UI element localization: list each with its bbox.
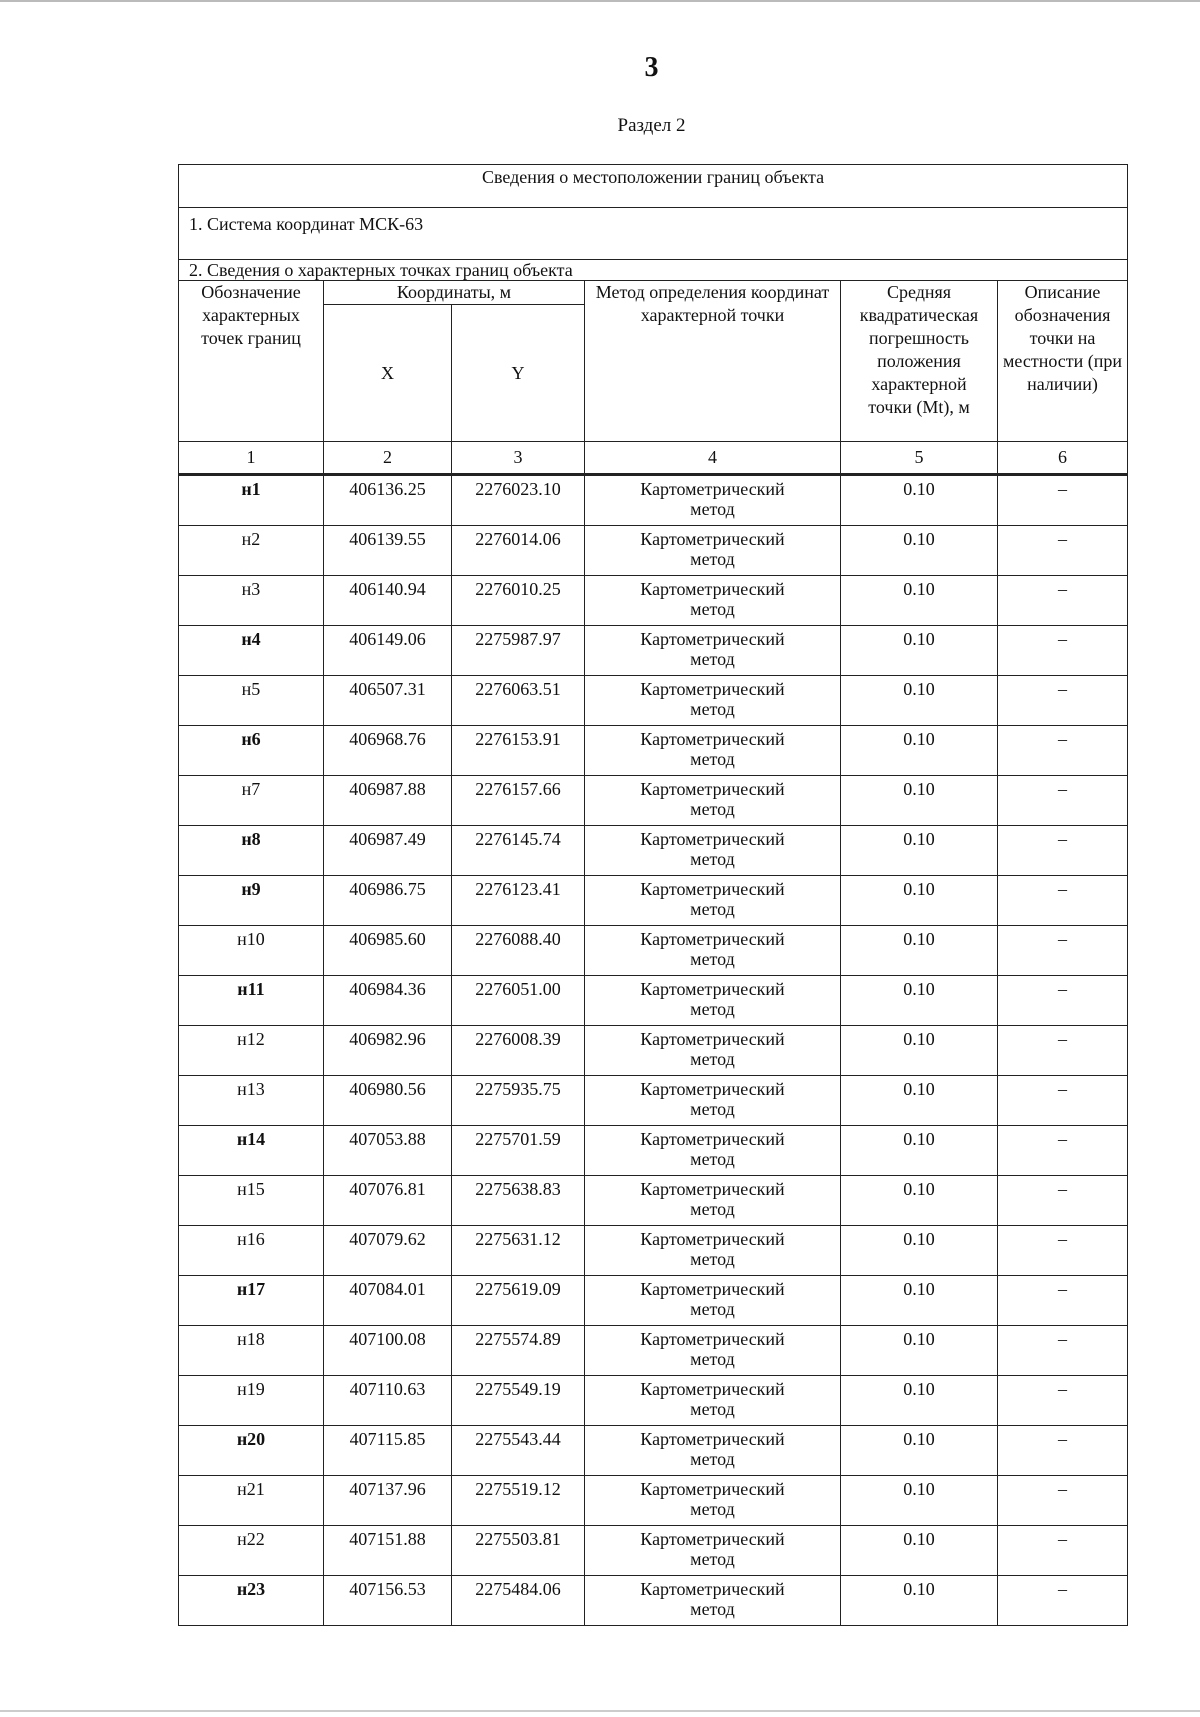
method <box>585 926 841 976</box>
coordinate-y: 2276051.00 <box>452 976 585 1026</box>
method <box>585 1176 841 1226</box>
coordinate-x: 407100.08 <box>324 1326 452 1376</box>
point-designation: н17 <box>179 1276 324 1326</box>
accuracy: 0.10 <box>841 1176 998 1226</box>
accuracy: 0.10 <box>841 826 998 876</box>
method-name: Картометрический <box>640 679 785 699</box>
method-name: Картометрический <box>640 479 785 499</box>
method-suffix: метод <box>690 1549 735 1569</box>
method-name: Картометрический <box>640 779 785 799</box>
header-description: Описание обозначения точки на местности (при наличии) <box>998 281 1128 442</box>
coordinate-y: 2276145.74 <box>452 826 585 876</box>
header-method: Метод определения координат характерной точки <box>585 281 841 442</box>
point-description: – <box>998 976 1128 1026</box>
coordinate-y: 2275519.12 <box>452 1476 585 1526</box>
coordinate-x: 406987.49 <box>324 826 452 876</box>
column-number: 6 <box>998 442 1128 475</box>
table-row <box>179 526 1128 576</box>
method <box>585 1576 841 1626</box>
method-suffix: метод <box>690 849 735 869</box>
coordinate-x: 406149.06 <box>324 626 452 676</box>
coordinate-x: 406986.75 <box>324 876 452 926</box>
method <box>585 1326 841 1376</box>
method-suffix: метод <box>690 599 735 619</box>
accuracy: 0.10 <box>841 726 998 776</box>
point-description: – <box>998 676 1128 726</box>
point-description: – <box>998 1176 1128 1226</box>
point-description: – <box>998 826 1128 876</box>
method-name: Картометрический <box>640 1579 785 1599</box>
point-designation: н10 <box>179 926 324 976</box>
page-number: 3 <box>644 52 659 83</box>
coordinate-system: 1. Система координат МСК-63 <box>179 208 1128 260</box>
method-suffix: метод <box>690 1499 735 1519</box>
point-designation: н21 <box>179 1476 324 1526</box>
header-accuracy <box>841 281 998 442</box>
point-designation: н19 <box>179 1376 324 1426</box>
point-description: – <box>998 576 1128 626</box>
table-row <box>179 1076 1128 1126</box>
accuracy: 0.10 <box>841 1576 998 1626</box>
method <box>585 526 841 576</box>
coordinate-y: 2275638.83 <box>452 1176 585 1226</box>
method-suffix: метод <box>690 549 735 569</box>
point-description: – <box>998 1126 1128 1176</box>
table-row <box>179 1126 1128 1176</box>
point-description: – <box>998 926 1128 976</box>
table-row <box>179 676 1128 726</box>
method-suffix: метод <box>690 1049 735 1069</box>
table-row <box>179 826 1128 876</box>
table-row <box>179 976 1128 1026</box>
header-accuracy-text: Средняя квадратическая погрешность положения характерной <box>859 282 979 394</box>
method-suffix: метод <box>690 1199 735 1219</box>
coordinate-y: 2276008.39 <box>452 1026 585 1076</box>
point-designation: н2 <box>179 526 324 576</box>
point-designation: н11 <box>179 976 324 1026</box>
column-number: 1 <box>179 442 324 475</box>
accuracy: 0.10 <box>841 976 998 1026</box>
point-description: – <box>998 1026 1128 1076</box>
accuracy: 0.10 <box>841 926 998 976</box>
point-description: – <box>998 1576 1128 1626</box>
point-description: – <box>998 1326 1128 1376</box>
coordinate-x: 406140.94 <box>324 576 452 626</box>
points-info-heading: 2. Сведения о характерных точках границ объекта <box>179 260 1128 281</box>
coordinate-y: 2276088.40 <box>452 926 585 976</box>
method-suffix: метод <box>690 799 735 819</box>
coordinate-x: 406136.25 <box>324 475 452 526</box>
method-name: Картометрический <box>640 1429 785 1449</box>
coordinate-y: 2276063.51 <box>452 676 585 726</box>
method-suffix: метод <box>690 1249 735 1269</box>
method-suffix: метод <box>690 699 735 719</box>
method-name: Картометрический <box>640 1279 785 1299</box>
accuracy: 0.10 <box>841 475 998 526</box>
boundary-table-container <box>178 164 1127 1626</box>
accuracy: 0.10 <box>841 1526 998 1576</box>
point-designation: н7 <box>179 776 324 826</box>
method-suffix: метод <box>690 1099 735 1119</box>
accuracy: 0.10 <box>841 1026 998 1076</box>
table-row <box>179 1576 1128 1626</box>
method <box>585 1426 841 1476</box>
coordinate-x: 407079.62 <box>324 1226 452 1276</box>
accuracy: 0.10 <box>841 1076 998 1126</box>
point-designation: н8 <box>179 826 324 876</box>
point-description: – <box>998 776 1128 826</box>
header-x: X <box>324 305 452 442</box>
method-name: Картометрический <box>640 629 785 649</box>
accuracy: 0.10 <box>841 1426 998 1476</box>
method-suffix: метод <box>690 1149 735 1169</box>
coordinate-x: 406507.31 <box>324 676 452 726</box>
method-name: Картометрический <box>640 1129 785 1149</box>
coordinate-y: 2275574.89 <box>452 1326 585 1376</box>
coordinate-x: 407137.96 <box>324 1476 452 1526</box>
method-name: Картометрический <box>640 1479 785 1499</box>
method-name: Картометрический <box>640 1529 785 1549</box>
method <box>585 776 841 826</box>
point-description: – <box>998 726 1128 776</box>
method-name: Картометрический <box>640 879 785 899</box>
coordinate-y: 2275503.81 <box>452 1526 585 1576</box>
method-suffix: метод <box>690 1399 735 1419</box>
method <box>585 1076 841 1126</box>
coordinate-x: 406984.36 <box>324 976 452 1026</box>
coordinate-y: 2275987.97 <box>452 626 585 676</box>
table-row <box>179 1426 1128 1476</box>
point-designation: н9 <box>179 876 324 926</box>
coordinate-x: 406980.56 <box>324 1076 452 1126</box>
method-suffix: метод <box>690 999 735 1019</box>
method-suffix: метод <box>690 499 735 519</box>
coordinate-y: 2275484.06 <box>452 1576 585 1626</box>
coordinate-x: 407115.85 <box>324 1426 452 1476</box>
method <box>585 1476 841 1526</box>
boundary-table <box>178 164 1128 1626</box>
coordinate-y: 2276153.91 <box>452 726 585 776</box>
method-suffix: метод <box>690 1599 735 1619</box>
point-designation: н23 <box>179 1576 324 1626</box>
method-name: Картометрический <box>640 979 785 999</box>
method <box>585 1226 841 1276</box>
method-name: Картометрический <box>640 1029 785 1049</box>
table-row <box>179 1226 1128 1276</box>
coordinate-x: 407156.53 <box>324 1576 452 1626</box>
accuracy: 0.10 <box>841 676 998 726</box>
point-designation: н16 <box>179 1226 324 1276</box>
method-name: Картометрический <box>640 1229 785 1249</box>
table-row <box>179 1276 1128 1326</box>
accuracy: 0.10 <box>841 776 998 826</box>
point-designation: н4 <box>179 626 324 676</box>
coordinate-y: 2276010.25 <box>452 576 585 626</box>
accuracy: 0.10 <box>841 1476 998 1526</box>
method <box>585 475 841 526</box>
accuracy: 0.10 <box>841 626 998 676</box>
point-description: – <box>998 1476 1128 1526</box>
coordinate-x: 406985.60 <box>324 926 452 976</box>
method <box>585 1276 841 1326</box>
coordinate-y: 2275701.59 <box>452 1126 585 1176</box>
method-name: Картометрический <box>640 1179 785 1199</box>
accuracy: 0.10 <box>841 1376 998 1426</box>
accuracy: 0.10 <box>841 526 998 576</box>
header-accuracy-unit: точки (Mt), м <box>868 397 970 417</box>
table-row <box>179 726 1128 776</box>
table-row <box>179 626 1128 676</box>
method-suffix: метод <box>690 749 735 769</box>
method <box>585 676 841 726</box>
point-designation: н1 <box>179 475 324 526</box>
coordinate-x: 407151.88 <box>324 1526 452 1576</box>
accuracy: 0.10 <box>841 1126 998 1176</box>
header-coordinates: Координаты, м <box>324 281 585 305</box>
coordinate-y: 2276123.41 <box>452 876 585 926</box>
coordinate-x: 406968.76 <box>324 726 452 776</box>
coordinate-y: 2275935.75 <box>452 1076 585 1126</box>
table-row <box>179 1326 1128 1376</box>
table-row <box>179 1476 1128 1526</box>
method <box>585 826 841 876</box>
coordinate-x: 407110.63 <box>324 1376 452 1426</box>
point-description: – <box>998 626 1128 676</box>
header-y: Y <box>452 305 585 442</box>
point-designation: н13 <box>179 1076 324 1126</box>
table-row <box>179 876 1128 926</box>
point-description: – <box>998 1076 1128 1126</box>
method <box>585 1026 841 1076</box>
coordinate-y: 2275549.19 <box>452 1376 585 1426</box>
column-number: 4 <box>585 442 841 475</box>
coordinate-x: 406987.88 <box>324 776 452 826</box>
point-designation: н14 <box>179 1126 324 1176</box>
point-description: – <box>998 526 1128 576</box>
point-description: – <box>998 876 1128 926</box>
scan-edge-top <box>0 0 1200 2</box>
method-suffix: метод <box>690 899 735 919</box>
method <box>585 1126 841 1176</box>
coordinate-x: 407076.81 <box>324 1176 452 1226</box>
method <box>585 576 841 626</box>
method-suffix: метод <box>690 1449 735 1469</box>
method-suffix: метод <box>690 949 735 969</box>
method-name: Картометрический <box>640 1329 785 1349</box>
point-description: – <box>998 1376 1128 1426</box>
coordinate-y: 2275619.09 <box>452 1276 585 1326</box>
coordinate-x: 407053.88 <box>324 1126 452 1176</box>
method-name: Картометрический <box>640 1379 785 1399</box>
method-name: Картометрический <box>640 729 785 749</box>
table-row <box>179 576 1128 626</box>
section-title: Раздел 2 <box>617 115 686 136</box>
method-name: Картометрический <box>640 579 785 599</box>
table-row <box>179 776 1128 826</box>
point-designation: н5 <box>179 676 324 726</box>
point-description: – <box>998 1226 1128 1276</box>
coordinate-y: 2276014.06 <box>452 526 585 576</box>
point-description: – <box>998 1276 1128 1326</box>
point-description: – <box>998 1426 1128 1476</box>
column-number: 5 <box>841 442 998 475</box>
table-row <box>179 1376 1128 1426</box>
point-designation: н22 <box>179 1526 324 1576</box>
method <box>585 626 841 676</box>
table-row <box>179 1026 1128 1076</box>
method <box>585 876 841 926</box>
method-name: Картометрический <box>640 929 785 949</box>
method-name: Картометрический <box>640 829 785 849</box>
coordinate-y: 2275631.12 <box>452 1226 585 1276</box>
point-designation: н12 <box>179 1026 324 1076</box>
column-number: 3 <box>452 442 585 475</box>
point-designation: н3 <box>179 576 324 626</box>
accuracy: 0.10 <box>841 876 998 926</box>
method <box>585 976 841 1026</box>
table-row <box>179 1526 1128 1576</box>
accuracy: 0.10 <box>841 1226 998 1276</box>
point-designation: н20 <box>179 1426 324 1476</box>
column-number: 2 <box>324 442 452 475</box>
point-designation: н6 <box>179 726 324 776</box>
header-point-designation: Обозначение характерных точек границ <box>179 281 324 442</box>
method-suffix: метод <box>690 649 735 669</box>
table-row <box>179 926 1128 976</box>
table-row <box>179 1176 1128 1226</box>
method <box>585 1376 841 1426</box>
point-designation: н18 <box>179 1326 324 1376</box>
table-caption: Сведения о местоположении границ объекта <box>179 165 1128 208</box>
method <box>585 726 841 776</box>
point-designation: н15 <box>179 1176 324 1226</box>
method-suffix: метод <box>690 1299 735 1319</box>
table-row <box>179 475 1128 526</box>
column-numbers-row <box>179 442 1128 475</box>
accuracy: 0.10 <box>841 1326 998 1376</box>
method-suffix: метод <box>690 1349 735 1369</box>
point-description: – <box>998 475 1128 526</box>
method-name: Картометрический <box>640 529 785 549</box>
scan-edge-bottom <box>0 1710 1200 1712</box>
coordinate-y: 2276157.66 <box>452 776 585 826</box>
accuracy: 0.10 <box>841 576 998 626</box>
coordinate-y: 2276023.10 <box>452 475 585 526</box>
method <box>585 1526 841 1576</box>
point-description: – <box>998 1526 1128 1576</box>
coordinate-x: 407084.01 <box>324 1276 452 1326</box>
coordinate-y: 2275543.44 <box>452 1426 585 1476</box>
method-name: Картометрический <box>640 1079 785 1099</box>
coordinate-x: 406982.96 <box>324 1026 452 1076</box>
coordinate-x: 406139.55 <box>324 526 452 576</box>
accuracy: 0.10 <box>841 1276 998 1326</box>
